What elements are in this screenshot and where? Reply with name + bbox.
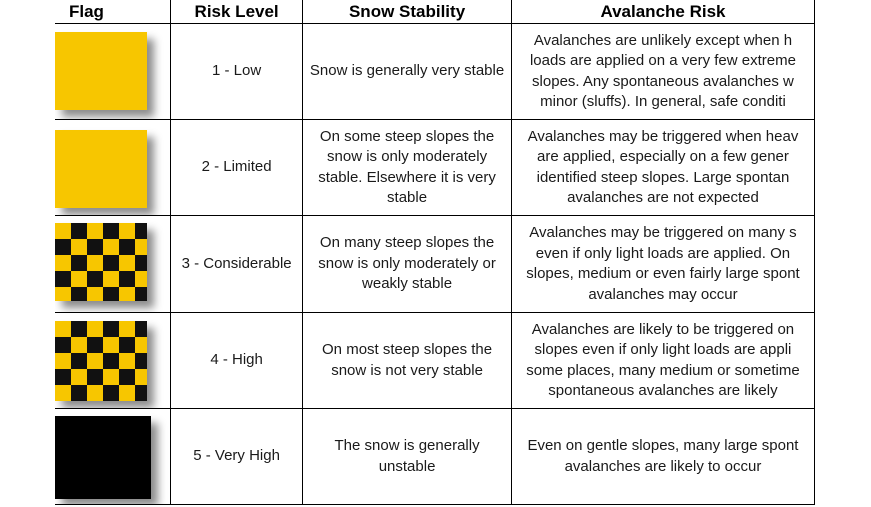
avalanche-risk-cell: [511, 24, 814, 120]
avalanche-risk-line: are applied, especially on a few gener: [537, 148, 789, 165]
yellow-flag-icon: [55, 130, 147, 208]
risk-level-cell: 5 - Very High: [171, 409, 303, 505]
avalanche-risk-line: avalanches are likely to occur: [564, 457, 762, 475]
table-row: [55, 120, 815, 216]
avalanche-risk-line: slopes. Any spontaneous avalanches w: [532, 72, 794, 90]
avalanche-risk-cell: [511, 409, 814, 505]
header-snow-stability: Snow Stability: [303, 0, 512, 24]
snow-stability-cell: The snow is generally unstable: [303, 409, 512, 505]
yellow-flag-icon: [55, 32, 147, 110]
header-row: [55, 0, 815, 24]
black-flag-icon: [55, 416, 151, 499]
avalanche-risk-line: Avalanches are unlikely except when h: [533, 31, 793, 49]
risk-level-cell: 4 - High: [171, 313, 303, 409]
flag-cell: [55, 120, 171, 216]
snow-stability-cell: Snow is generally very stable: [303, 24, 512, 120]
avalanche-risk-line: even if only light loads are applied. On: [535, 244, 791, 262]
header-avalanche-risk: Avalanche Risk: [511, 0, 814, 24]
header-risk-level: Risk Level: [171, 0, 303, 24]
avalanche-risk-line: some places, many medium or sometime: [526, 361, 800, 379]
avalanche-risk-cell: [511, 120, 814, 216]
avalanche-risk-line: Even on gentle slopes, many large spont: [527, 437, 799, 454]
table-row: [55, 216, 815, 313]
avalanche-risk-line: slopes, medium or even fairly large spont: [526, 265, 800, 282]
avalanche-risk-line: Avalanches may be triggered when heav: [527, 127, 799, 145]
flag-cell: [55, 409, 171, 505]
avalanche-risk-line: Avalanches are likely to be triggered on: [531, 320, 795, 338]
flag-cell: [55, 216, 171, 313]
table-row: [55, 24, 815, 120]
avalanche-risk-line: avalanches are not expected: [567, 189, 759, 206]
flag-cell: [55, 313, 171, 409]
yellow-black-checkered-flag-icon: [55, 223, 147, 301]
table-row: [55, 409, 815, 505]
avalanche-risk-cell: [511, 313, 814, 409]
risk-level-cell: 3 - Considerable: [171, 216, 303, 313]
snow-stability-cell: On most steep slopes the snow is not very stable: [303, 313, 512, 409]
avalanche-risk-line: identified steep slopes. Large spontan: [536, 168, 790, 186]
flag-cell: [55, 24, 171, 120]
table-row: [55, 313, 815, 409]
avalanche-risk-line: minor (sluffs). In general, safe conditi: [540, 93, 786, 110]
avalanche-risk-cell: [511, 216, 814, 313]
yellow-black-checkered-flag-icon: [55, 321, 147, 401]
risk-level-cell: 2 - Limited: [171, 120, 303, 216]
snow-stability-cell: On many steep slopes the snow is only moderately or weakly stable: [303, 216, 512, 313]
header-flag: Flag: [55, 0, 171, 24]
avalanche-risk-line: avalanches may occur: [588, 285, 738, 303]
avalanche-risk-line: Avalanches may be triggered on many s: [529, 224, 797, 241]
avalanche-risk-line: loads are applied on a very few extreme: [529, 52, 796, 69]
avalanche-risk-line: spontaneous avalanches are likely: [548, 382, 778, 399]
avalanche-risk-table: [55, 0, 815, 505]
risk-level-cell: 1 - Low: [171, 24, 303, 120]
snow-stability-cell: On some steep slopes the snow is only moderately stable. Elsewhere it is very stable: [303, 120, 512, 216]
avalanche-risk-line: slopes even if only light loads are appli: [534, 341, 792, 358]
